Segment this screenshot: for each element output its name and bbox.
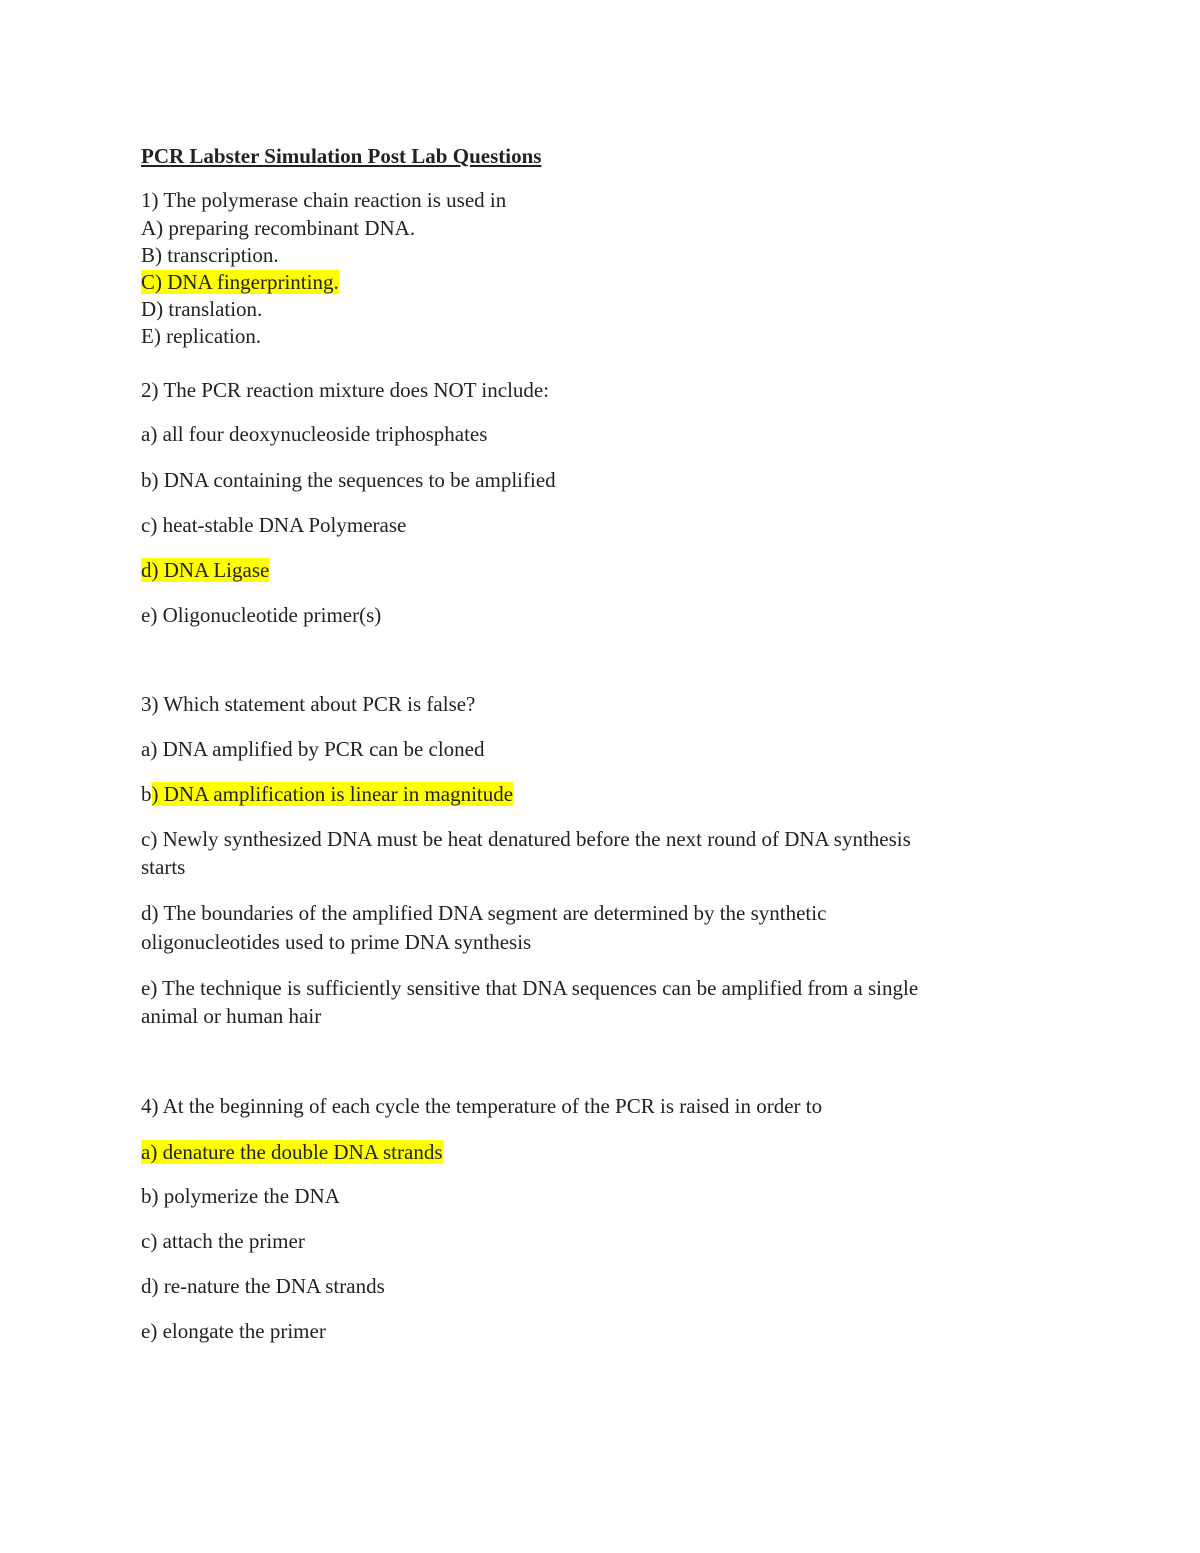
q3-option-e-line1: e) The technique is sufficiently sensitive that DNA sequences can be amplified from a single <box>141 976 919 1000</box>
q3-option-e-line2: animal or human hair <box>141 1004 322 1028</box>
q3-option-b <box>141 780 513 808</box>
q1-option-e: E) replication. <box>141 324 262 348</box>
q1-option-c-highlighted: C) DNA fingerprinting. <box>141 270 339 294</box>
q4-option-b: b) polymerize the DNA <box>141 1184 340 1208</box>
q3-option-b-prefix: b <box>141 782 152 806</box>
q2-option-a: a) all four deoxynucleoside triphosphates <box>141 422 488 446</box>
q1-option-d: D) translation. <box>141 297 263 321</box>
q3-question: 3) Which statement about PCR is false? <box>141 692 476 716</box>
q1-option-a: A) preparing recombinant DNA. <box>141 216 416 240</box>
document-title: PCR Labster Simulation Post Lab Questions <box>141 144 542 168</box>
q4-question: 4) At the beginning of each cycle the temperature of the PCR is raised in order to <box>141 1094 823 1118</box>
q2-option-c: c) heat-stable DNA Polymerase <box>141 513 407 537</box>
q3-option-a: a) DNA amplified by PCR can be cloned <box>141 737 485 761</box>
q2-option-e: e) Oligonucleotide primer(s) <box>141 603 382 627</box>
q1-option-c <box>141 268 339 296</box>
q1-question: 1) The polymerase chain reaction is used in <box>141 188 507 212</box>
q1-option-b: B) transcription. <box>141 243 279 267</box>
q4-option-c: c) attach the primer <box>141 1229 305 1253</box>
q4-option-a-highlighted: a) denature the double DNA strands <box>141 1140 443 1164</box>
q3-option-d-line1: d) The boundaries of the amplified DNA segment are determined by the synthetic <box>141 901 827 925</box>
q3-option-d-line2: oligonucleotides used to prime DNA synthesis <box>141 930 532 954</box>
q2-option-d-highlighted: d) DNA Ligase <box>141 558 270 582</box>
q2-question: 2) The PCR reaction mixture does NOT include: <box>141 378 550 402</box>
q3-option-b-highlighted: ) DNA amplification is linear in magnitude <box>151 782 514 806</box>
q3-option-c-line1: c) Newly synthesized DNA must be heat denatured before the next round of DNA synthesis <box>141 827 911 851</box>
q4-option-a <box>141 1138 443 1166</box>
q3-option-c-line2: starts <box>141 855 186 879</box>
q4-option-e: e) elongate the primer <box>141 1319 326 1343</box>
q2-option-d <box>141 556 269 584</box>
q4-option-d: d) re-nature the DNA strands <box>141 1274 385 1298</box>
q2-option-b: b) DNA containing the sequences to be amplified <box>141 468 556 492</box>
